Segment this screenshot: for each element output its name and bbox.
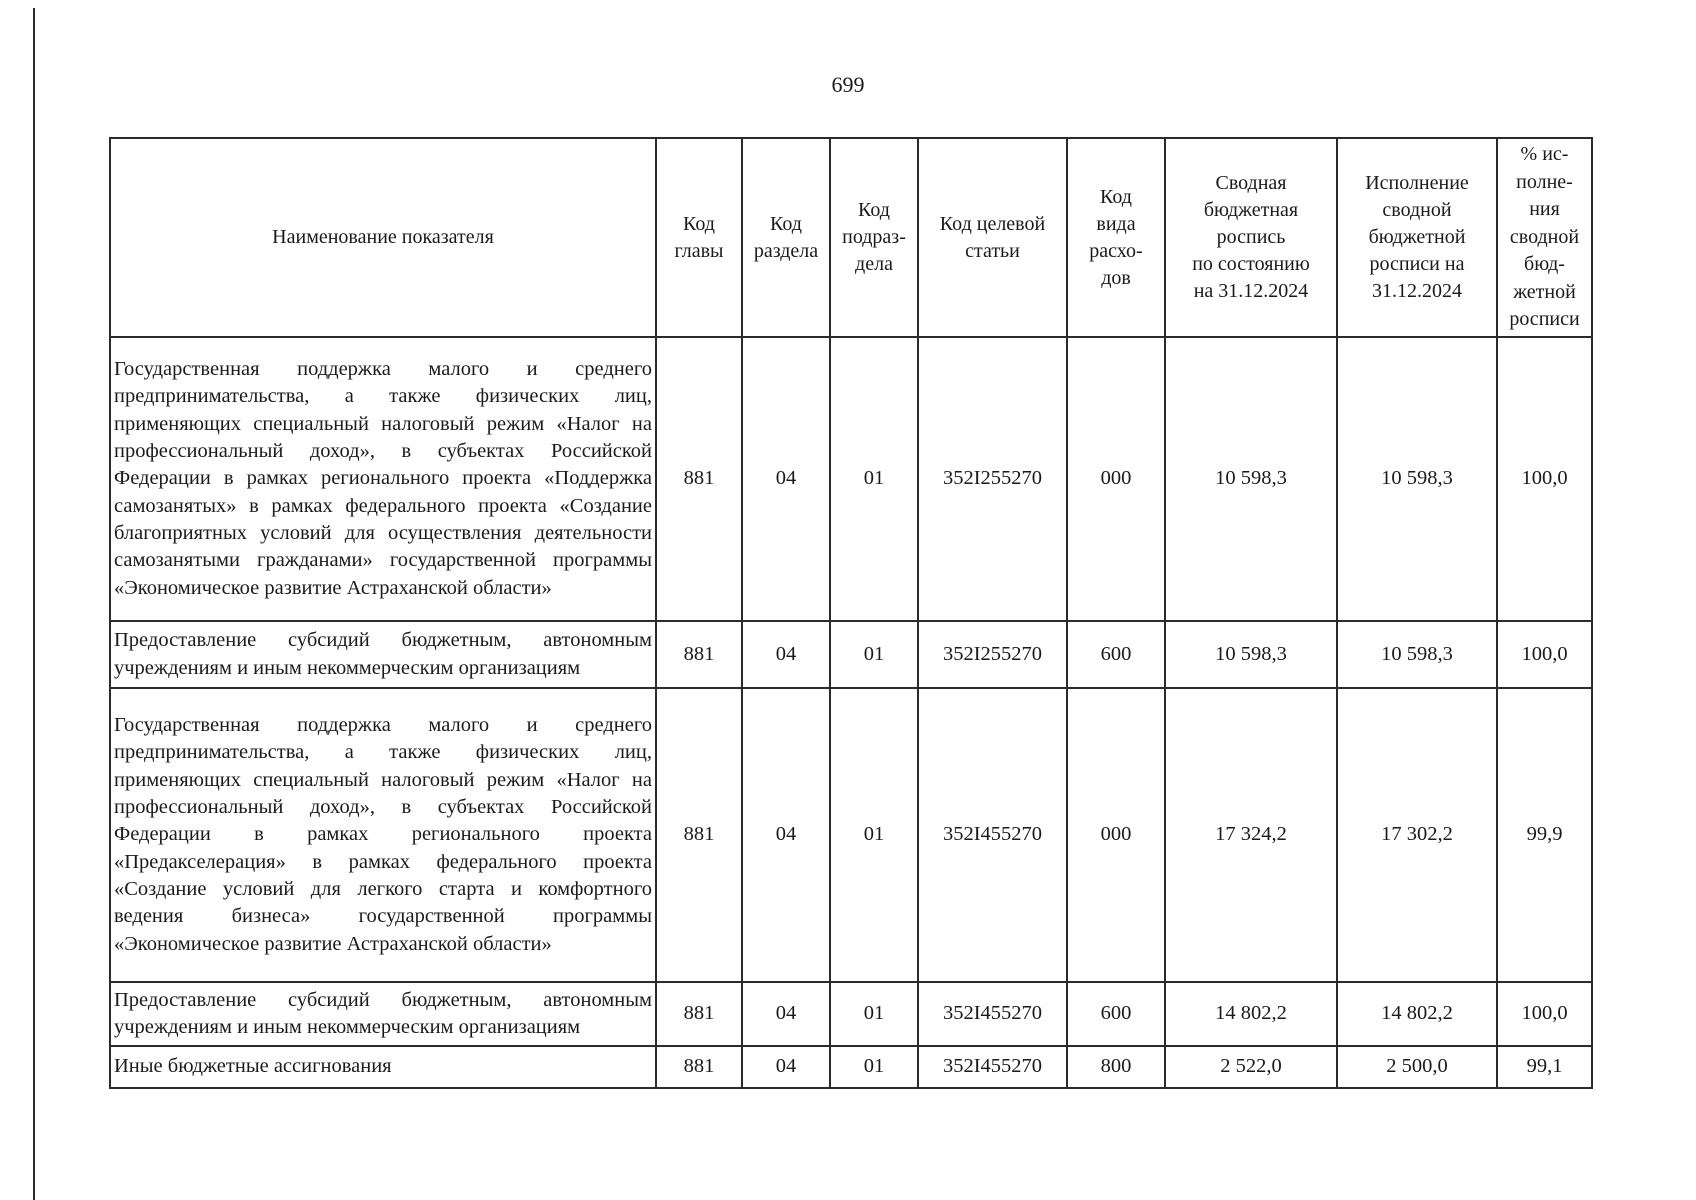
row-subsection-code: 01	[830, 982, 918, 1046]
row-target-code: 352I455270	[918, 982, 1067, 1046]
row-percent: 100,0	[1497, 337, 1592, 621]
row-percent: 99,1	[1497, 1046, 1592, 1088]
row-chapter-code: 881	[656, 982, 742, 1046]
row-chapter-code: 881	[656, 688, 742, 982]
row-execution: 2 500,0	[1337, 1046, 1497, 1088]
header-chapter-code: Код главы	[656, 138, 742, 337]
budget-execution-table	[109, 137, 1593, 1089]
row-execution: 10 598,3	[1337, 337, 1497, 621]
row-name: Государственная поддержка малого и среднего предпринимательства, а также физических лиц, применяющих специальный налоговый режим «Налог на профессиональный доход», в субъектах Российской Федерации в рамках регионального проекта «Поддержка самозанятых» в рамках федерального проекта «Создание благоприятных условий для осуществления деятельности самозанятыми гражданами» государственной программы «Экономическое развитие Астраханской области»	[110, 337, 656, 621]
row-section-code: 04	[742, 1046, 830, 1088]
row-target-code: 352I255270	[918, 621, 1067, 688]
row-execution: 17 302,2	[1337, 688, 1497, 982]
row-budget: 2 522,0	[1165, 1046, 1337, 1088]
row-chapter-code: 881	[656, 621, 742, 688]
row-target-code: 352I455270	[918, 1046, 1067, 1088]
header-section-code: Код раздела	[742, 138, 830, 337]
row-budget: 17 324,2	[1165, 688, 1337, 982]
row-subsection-code: 01	[830, 337, 918, 621]
table-row	[110, 621, 1592, 688]
row-name: Предоставление субсидий бюджетным, автономным учреждениям и иным некоммерческим организациям	[110, 982, 656, 1046]
row-percent: 100,0	[1497, 982, 1592, 1046]
row-subsection-code: 01	[830, 1046, 918, 1088]
header-budget-list: Сводная бюджетная роспись по состоянию на 31.12.2024	[1165, 138, 1337, 337]
row-expense-type-code: 800	[1067, 1046, 1165, 1088]
row-expense-type-code: 000	[1067, 337, 1165, 621]
row-budget: 10 598,3	[1165, 621, 1337, 688]
header-name: Наименование показателя	[110, 138, 656, 337]
row-expense-type-code: 000	[1067, 688, 1165, 982]
table-row	[110, 337, 1592, 621]
row-expense-type-code: 600	[1067, 621, 1165, 688]
row-chapter-code: 881	[656, 1046, 742, 1088]
table-row	[110, 982, 1592, 1046]
page-number: 699	[831, 72, 865, 97]
row-execution: 14 802,2	[1337, 982, 1497, 1046]
row-target-code: 352I455270	[918, 688, 1067, 982]
table-row	[110, 688, 1592, 982]
header-row	[110, 138, 1592, 337]
row-subsection-code: 01	[830, 688, 918, 982]
header-execution: Исполнение сводной бюджетной росписи на 31.12.2024	[1337, 138, 1497, 337]
row-percent: 99,9	[1497, 688, 1592, 982]
row-budget: 10 598,3	[1165, 337, 1337, 621]
row-section-code: 04	[742, 621, 830, 688]
row-name: Иные бюджетные ассигнования	[110, 1046, 656, 1088]
row-section-code: 04	[742, 982, 830, 1046]
row-subsection-code: 01	[830, 621, 918, 688]
header-expense-type-code: Код вида расхо- дов	[1067, 138, 1165, 337]
row-name: Государственная поддержка малого и среднего предпринимательства, а также физических лиц, применяющих специальный налоговый режим «Налог на профессиональный доход», в субъектах Российской Федерации в рамках регионального проекта «Предакселерация» в рамках федерального проекта «Создание условий для легкого старта и комфортного ведения бизнеса» государственной программы «Экономическое развитие Астраханской области»	[110, 688, 656, 982]
header-percent: % ис- полне- ния сводной бюд- жетной росписи	[1497, 138, 1592, 337]
header-subsection-code: Код подраз- дела	[830, 138, 918, 337]
binding-line	[33, 8, 35, 1200]
row-chapter-code: 881	[656, 337, 742, 621]
row-section-code: 04	[742, 688, 830, 982]
row-budget: 14 802,2	[1165, 982, 1337, 1046]
row-percent: 100,0	[1497, 621, 1592, 688]
table-row	[110, 1046, 1592, 1088]
row-execution: 10 598,3	[1337, 621, 1497, 688]
row-expense-type-code: 600	[1067, 982, 1165, 1046]
row-target-code: 352I255270	[918, 337, 1067, 621]
row-section-code: 04	[742, 337, 830, 621]
header-target-code: Код целевой статьи	[918, 138, 1067, 337]
row-name: Предоставление субсидий бюджетным, автономным учреждениям и иным некоммерческим организациям	[110, 621, 656, 688]
